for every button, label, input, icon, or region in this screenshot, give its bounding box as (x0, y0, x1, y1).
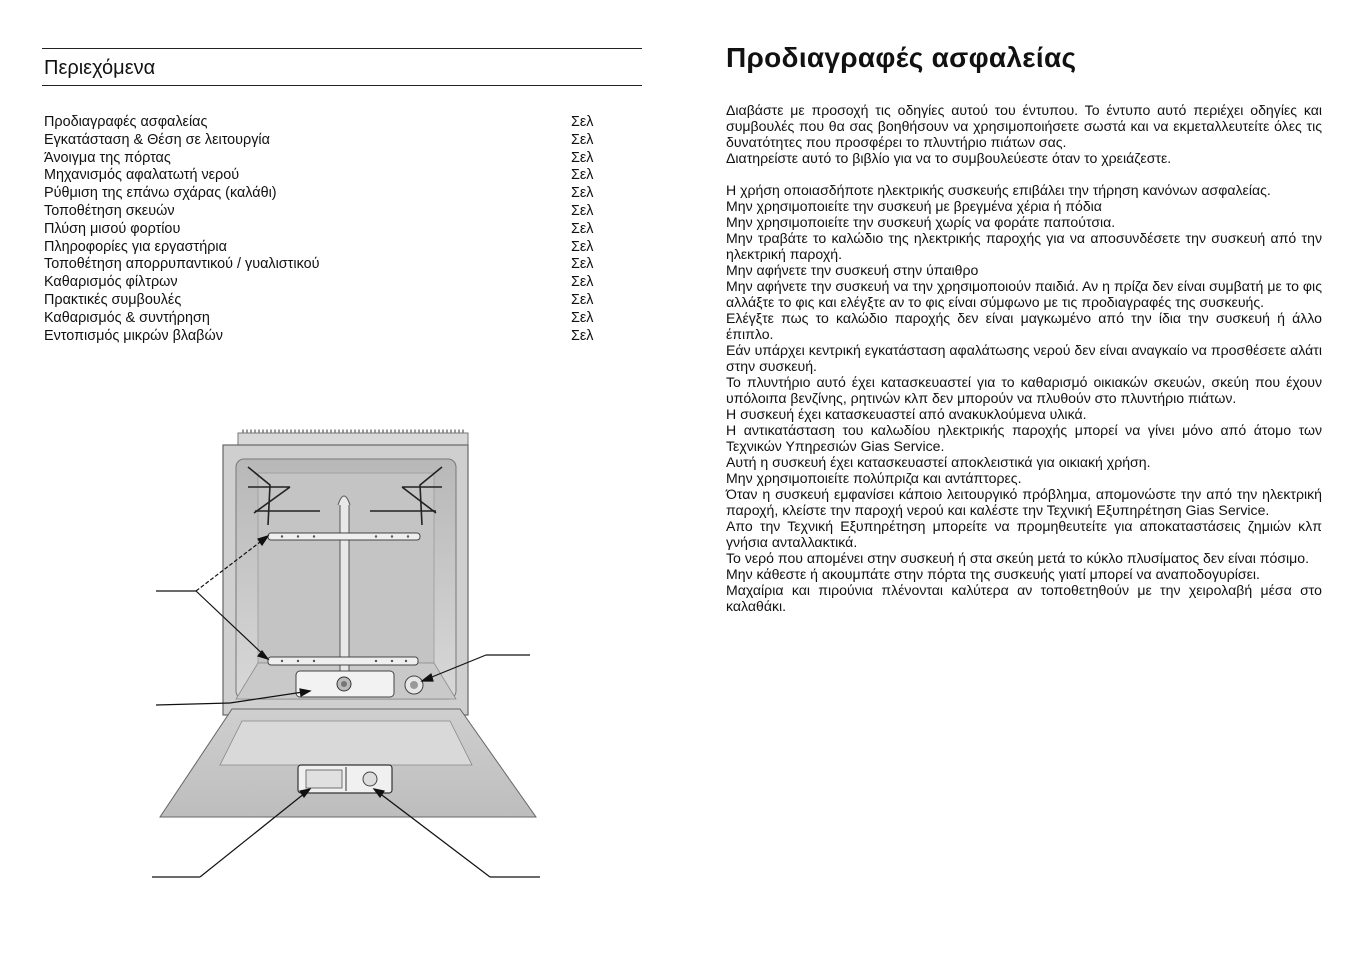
safety-paragraph: Διατηρείστε αυτό το βιβλίο για να το συμβουλεύεστε όταν το χρειάζεστε. (726, 150, 1172, 166)
safety-paragraph: Εάν υπάρχει κεντρική εγκατάσταση αφαλάτωσης νερού δεν είναι αναγκαίο να προσθέσετε αλάτι στην συσκευή. (726, 342, 1322, 374)
safety-paragraph: Διαβάστε με προσοχή τις οδηγίες αυτού του έντυπου. Το έντυπο αυτό περιέχει οδηγίες και συμβουλές που θα σας βοηθήσουν να χρησιμοποιήσετε σωστά και να εκμεταλλευτείτε όλες τις δυνατότητες που προσφέρει το πλυντήριο πιάτων σας. (726, 102, 1322, 150)
detergent-dispenser (298, 765, 392, 793)
toc-entry-title: Πλύση μισού φορτίου (44, 220, 181, 237)
toc-entry-title: Άνοιγμα της πόρτας (44, 149, 171, 166)
safety-paragraph: Αυτή η συσκευή έχει κατασκευαστεί αποκλειστικά για οικιακή χρήση. (726, 454, 1151, 470)
door-inner-basin (220, 721, 472, 765)
toc-entry-page: Σελ (571, 256, 594, 273)
safety-paragraph: Μην αφήνετε την συσκευή στην ύπαιθρο (726, 262, 979, 278)
toc-entry[interactable] (44, 256, 604, 274)
toc-entry[interactable] (44, 274, 604, 292)
water-supply-tube (338, 496, 350, 683)
toc-entry-title: Πληροφορίες για εργαστήρια (44, 238, 227, 255)
toc-entry-title: Εγκατάσταση & Θέση σε λειτουργία (44, 131, 270, 148)
toc-entry-title: Καθαρισμός φίλτρων (44, 274, 178, 291)
toc-entry-title: Πρακτικές συμβουλές (44, 291, 182, 308)
safety-paragraph: Το πλυντήριο αυτό έχει κατασκευαστεί για το καθαρισμό οικιακών σκευών, σκεύη που έχουν υπόλοιπα βενζίνης, ρητινών κλπ δεν μπορούν να πλυθούν στο πλυντήριο πιάτων. (726, 374, 1322, 406)
toc-entry[interactable] (44, 328, 604, 346)
upper-spray-arm (268, 533, 420, 540)
safety-paragraph: Μην τραβάτε το καλώδιο της ηλεκτρικής παροχής για να αποσυνδέσετε την συσκευή από την ηλεκτρική παροχή. (726, 230, 1322, 262)
dishwasher-diagram (150, 425, 550, 885)
toc-entry-page: Σελ (571, 202, 594, 219)
toc-entry-title: Μηχανισμός αφαλατωτή νερού (44, 167, 240, 184)
lower-spray-arm (268, 657, 418, 665)
safety-paragraph: Μην κάθεστε ή ακουμπάτε στην πόρτα της συσκευής γιατί μπορεί να αναποδογυρίσει. (726, 566, 1260, 582)
contents-list (44, 114, 604, 345)
toc-entry[interactable] (44, 292, 604, 310)
toc-entry[interactable] (44, 203, 604, 221)
safety-paragraph: Μαχαίρια και πιρούνια πλένονται καλύτερα αν τοποθετηθούν με την χειρολαβή μέσα στο καλαθάκι. (726, 582, 1322, 614)
safety-paragraph: Όταν η συσκευή εμφανίσει κάποιο λειτουργικό πρόβλημα, απομονώστε την από την ηλεκτρική παροχή, κλείστε την παροχή νερού και καλέστε την Τεχνική Εξυπηρέτηση Gias Service. (726, 486, 1322, 518)
contents-top-rule (42, 48, 642, 49)
toc-entry-page: Σελ (571, 274, 594, 291)
toc-entry-page: Σελ (571, 185, 594, 202)
safety-instructions (726, 102, 1322, 614)
toc-entry-page: Σελ (571, 238, 594, 255)
toc-entry[interactable] (44, 310, 604, 328)
filter (296, 671, 394, 697)
toc-entry[interactable] (44, 239, 604, 257)
safety-paragraph: Η χρήση οποιασδήποτε ηλεκτρικής συσκευής επιβάλει την τήρηση κανόνων ασφαλείας. (726, 182, 1271, 198)
toc-entry-page: Σελ (571, 149, 594, 166)
toc-entry-title: Προδιαγραφές ασφαλείας (44, 114, 208, 130)
toc-entry[interactable] (44, 221, 604, 239)
toc-entry[interactable] (44, 150, 604, 168)
toc-entry-page: Σελ (571, 220, 594, 237)
safety-paragraph: Η συσκευή έχει κατασκευαστεί από ανακυκλούμενα υλικά. (726, 406, 1087, 422)
safety-paragraph: Μην χρησιμοποιείτε την συσκευή με βρεγμένα χέρια ή πόδια (726, 198, 1102, 214)
contents-bottom-rule (42, 85, 642, 86)
safety-title: Προδιαγραφές ασφαλείας (726, 42, 1077, 73)
toc-entry[interactable] (44, 114, 604, 132)
toc-entry[interactable] (44, 185, 604, 203)
safety-paragraph: Μην χρησιμοποιείτε την συσκευή χωρίς να φοράτε παπούτσια. (726, 214, 1116, 230)
toc-entry-page: Σελ (571, 291, 594, 308)
safety-paragraph: Μην χρησιμοποιείτε πολύπριζα και αντάπτορες. (726, 470, 1022, 486)
toc-entry-page: Σελ (571, 309, 594, 326)
toc-entry-title: Εντοπισμός μικρών βλαβών (44, 327, 223, 344)
safety-paragraph: Ελέγξτε πως το καλώδιο παροχής δεν είναι μαγκωμένο από την ίδια την συσκευή ή άλλο έπιπλο. (726, 310, 1322, 342)
safety-paragraph: Η αντικατάσταση του καλωδίου ηλεκτρικής παροχής μπορεί να γίνει μόνο από άτομο των Τεχνικών Υπηρεσιών Gias Service. (726, 422, 1322, 454)
toc-entry-title: Τοποθέτηση σκευών (44, 202, 175, 219)
toc-entry-page: Σελ (571, 114, 594, 130)
toc-entry-page: Σελ (571, 327, 594, 344)
contents-title: Περιεχόμενα (44, 57, 156, 79)
toc-entry-page: Σελ (571, 131, 594, 148)
safety-paragraph: Μην αφήνετε την συσκευή να την χρησιμοποιούν παιδιά. Αν η πρίζα δεν είναι συμβατή με το φις αλλάξτε το φις και ελέγξτε αν το φις είναι σύμφωνο με τις προδιαγραφές της συσκευής. (726, 278, 1322, 310)
salt-container-cap (405, 676, 423, 694)
safety-paragraph: Απο την Τεχνική Εξυπηρέτηση μπορείτε να προμηθευτείτε για αποκαταστάσεις ζημιών κλπ γνήσια ανταλλακτικά. (726, 518, 1322, 550)
toc-entry-title: Τοποθέτηση απορρυπαντικού / γυαλιστικού (44, 256, 320, 273)
toc-entry-title: Καθαρισμός & συντήρηση (44, 309, 210, 326)
toc-entry[interactable] (44, 167, 604, 185)
toc-entry-title: Ρύθμιση της επάνω σχάρας (καλάθι) (44, 185, 277, 202)
safety-paragraph: Το νερό που απομένει στην συσκευή ή στα σκεύη μετά το κύκλο πλυσίματος δεν είναι πόσιμο. (726, 550, 1310, 566)
toc-entry[interactable] (44, 132, 604, 150)
toc-entry-page: Σελ (571, 167, 594, 184)
